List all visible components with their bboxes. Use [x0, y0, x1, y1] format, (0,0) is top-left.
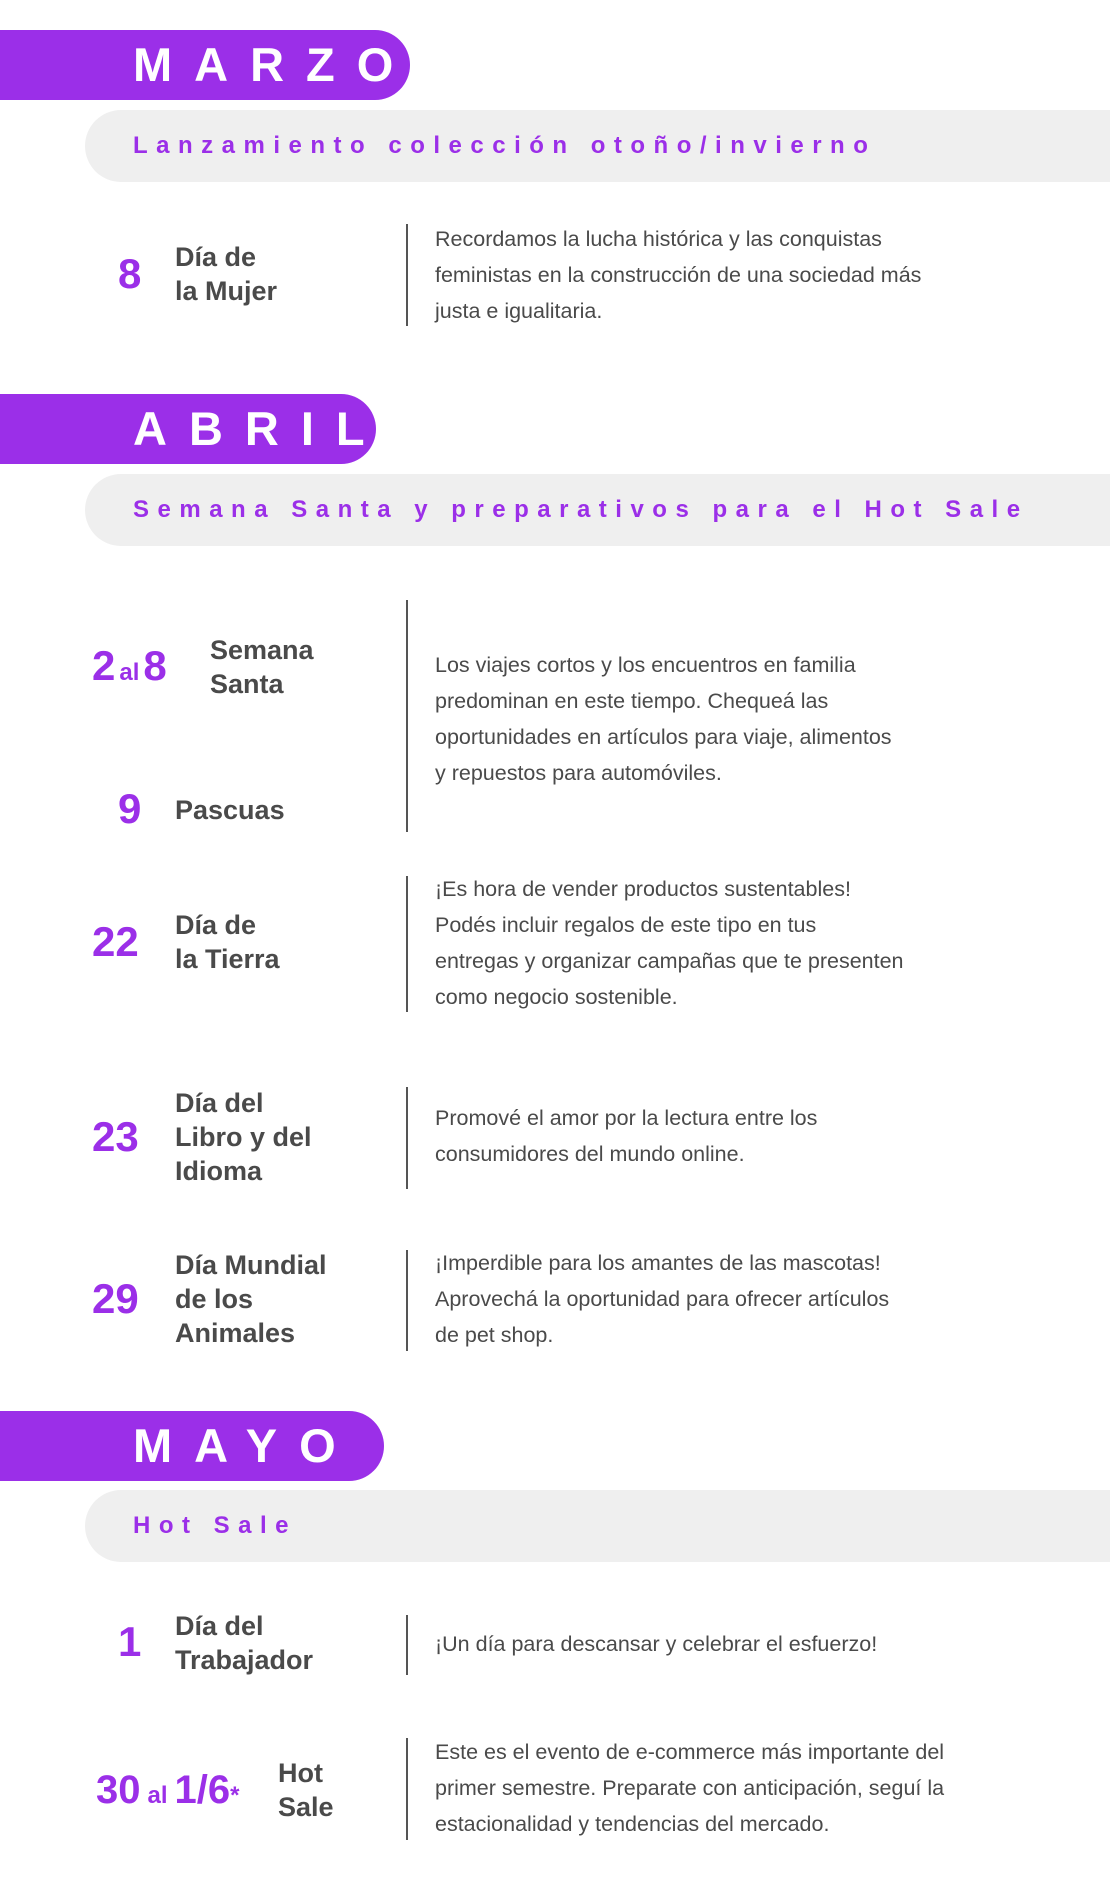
event-description: ¡Es hora de vender productos sustentables! Podés incluir regalos de este tipo en tus entregas y organizar campañas que te presenten como negocio sostenible.: [435, 877, 904, 1009]
divider: [406, 1615, 408, 1675]
theme-text: Hot Sale: [133, 1512, 298, 1539]
divider: [406, 224, 408, 326]
event-date-range: 2 al8: [92, 642, 167, 689]
event-date: 9: [118, 785, 142, 832]
theme-band-marzo: [85, 110, 1110, 182]
event-description: Promové el amor por la lectura entre los consumidores del mundo online.: [435, 1106, 818, 1166]
theme-text: Semana Santa y preparativos para el Hot Sale: [133, 496, 1029, 523]
divider: [406, 1250, 408, 1351]
event-description: ¡Un día para descansar y celebrar el esfuerzo!: [435, 1632, 878, 1656]
event-description: Recordamos la lucha histórica y las conquistas feministas en la construcción de una sociedad más justa e igualitaria.: [435, 227, 922, 323]
month-title: MARZO: [133, 38, 416, 91]
event-title: Pascuas: [175, 795, 285, 825]
event-title: Semana Santa: [210, 635, 314, 699]
event-title: Día Mundial de los Animales: [175, 1250, 327, 1348]
event-title: Día del Trabajador: [175, 1611, 314, 1675]
divider: [406, 1738, 408, 1840]
event-date-range: 30 al 1/6*: [96, 1768, 240, 1812]
event-date: 23: [92, 1113, 139, 1160]
month-title: MAYO: [133, 1419, 358, 1472]
event-title: Día de la Mujer: [175, 242, 278, 306]
event-description: ¡Imperdible para los amantes de las mascotas! Aprovechá la oportunidad para ofrecer artículos de pet shop.: [435, 1251, 890, 1347]
event-date: 8: [118, 250, 142, 297]
month-header-marzo: [0, 30, 416, 100]
event-date: 29: [92, 1275, 139, 1322]
divider: [406, 600, 408, 832]
event-description: Los viajes cortos y los encuentros en familia predominan en este tiempo. Chequeá las oportunidades en artículos para viaje, alimentos y repuestos para automóviles.: [435, 653, 892, 785]
event-title: Día del Libro y del Idioma: [175, 1088, 312, 1186]
theme-band-mayo: [85, 1490, 1110, 1562]
event-date: 22: [92, 918, 139, 965]
event-date: 1: [118, 1618, 142, 1665]
month-title: ABRIL: [133, 402, 387, 455]
event-description: Este es el evento de e-commerce más importante del primer semestre. Preparate con anticipación, seguí la estacionalidad y tendencias del mercado.: [435, 1740, 945, 1836]
theme-band-abril: [85, 474, 1110, 546]
event-title: Hot Sale: [278, 1758, 334, 1822]
event-title: Día de la Tierra: [175, 910, 280, 974]
theme-text: Lanzamiento colección otoño/invierno: [133, 132, 877, 159]
divider: [406, 876, 408, 1012]
month-header-mayo: [0, 1411, 384, 1481]
month-header-abril: [0, 394, 387, 464]
divider: [406, 1087, 408, 1189]
